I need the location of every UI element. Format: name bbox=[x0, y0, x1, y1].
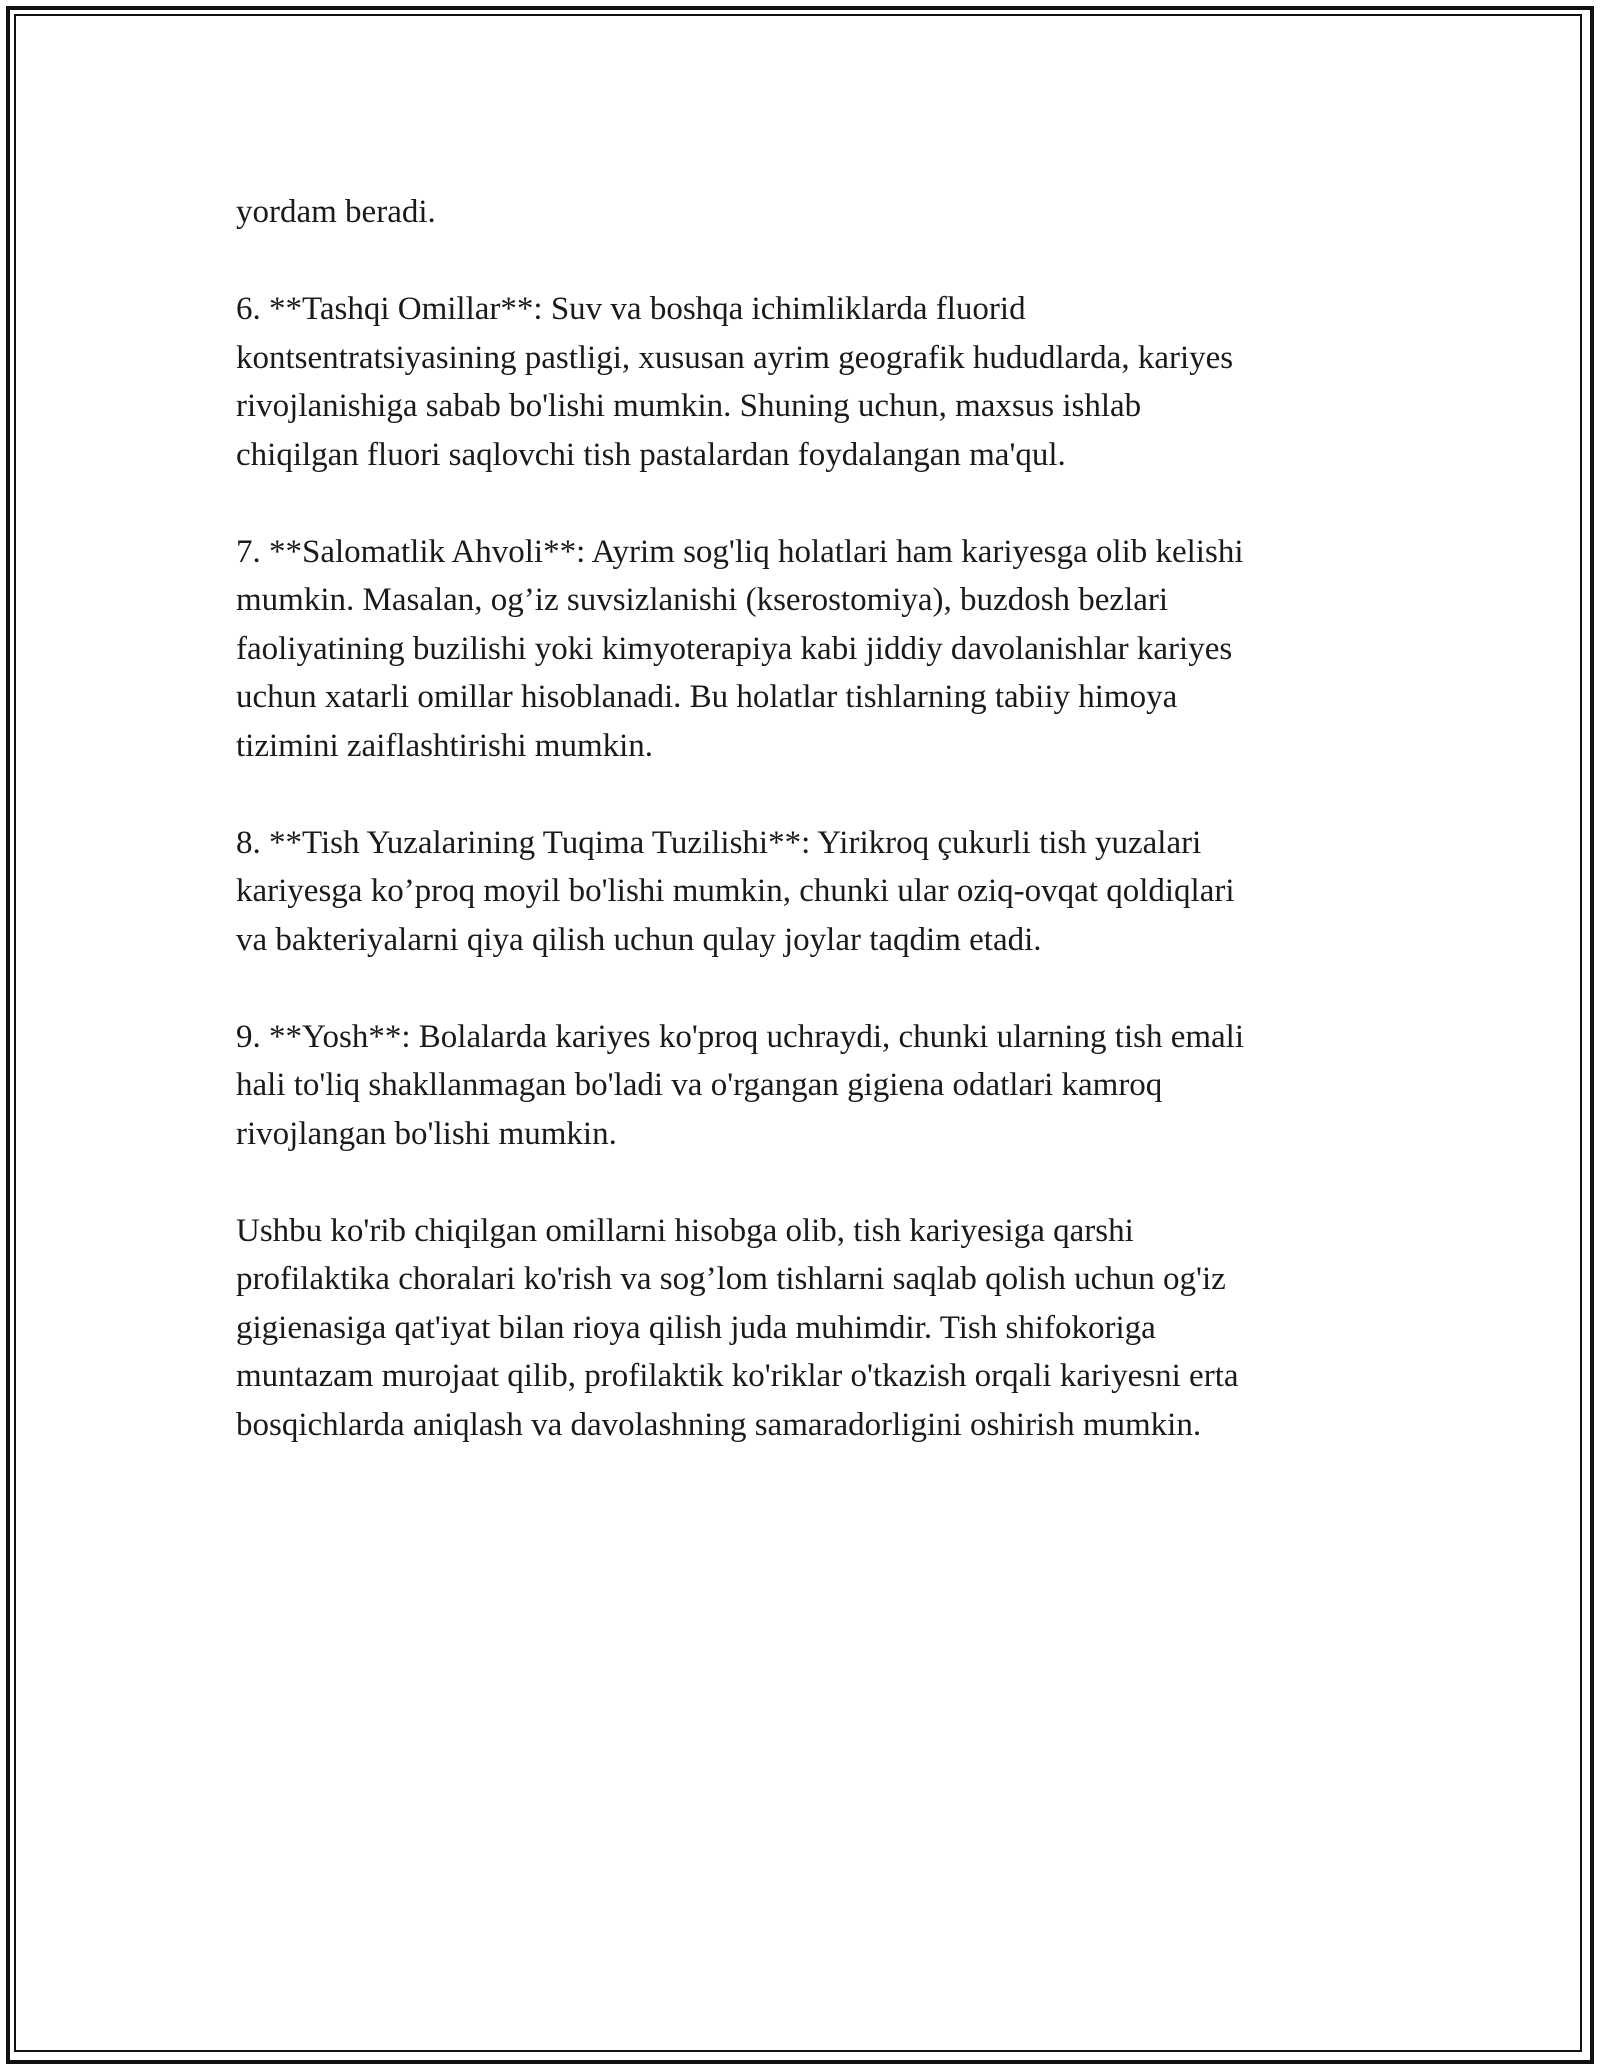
paragraph-item-7-health-condition: 7. **Salomatlik Ahvoli**: Ayrim sog'liq holatlari ham kariyesga olib kelishi mumkin. Masalan, og’iz suvsizlanishi (kserostomiya), buzdosh bezlari faoliyatining buzilishi yoki kimyoterapiya kabi jiddiy davolanishlar kariyes uchun xatarli omillar hisoblanadi. Bu holatlar tishlarning tabiiy himoya tizimini zaiflashtirishi mumkin. bbox=[236, 533, 1244, 764]
paragraph-continuation: yordam beradi. bbox=[236, 194, 436, 230]
paragraph-item-9-age: 9. **Yosh**: Bolalarda kariyes ko'proq uchraydi, chunki ularning tish emali hali to'liq shakllanmagan bo'ladi va o'rgangan gigiena odatlari kamroq rivojlangan bo'lishi mumkin. bbox=[236, 1018, 1245, 1152]
paragraph-item-6-external-factors: 6. **Tashqi Omillar**: Suv va boshqa ichimliklarda fluorid kontsentratsiyasining pastligi, xususan ayrim geografik hududlarda, kariyes rivojlanishiga sabab bo'lishi mumkin. Shuning uchun, maxsus ishlab chiqilgan fluori saqlovchi tish pastalardan foydalangan ma'qul. bbox=[236, 291, 1234, 473]
document-body bbox=[236, 188, 1376, 1498]
paragraph-item-8-tooth-surface-structure: 8. **Tish Yuzalarining Tuqima Tuzilishi**: Yirikroq çukurli tish yuzalari kariyesga ko’proq moyil bo'lishi mumkin, chunki ular oziq-ovqat qoldiqlari va bakteriyalarni qiya qilish uchun qulay joylar taqdim etadi. bbox=[236, 824, 1235, 958]
paragraph-conclusion: Ushbu ko'rib chiqilgan omillarni hisobga olib, tish kariyesiga qarshi profilaktika choralari ko'rish va sog’lom tishlarni saqlab qolish uchun og'iz gigienasiga qat'iyat bilan rioya qilish juda muhimdir. Tish shifokoriga muntazam murojaat qilib, profilaktik ko'riklar o'tkazish orqali kariyesni erta bosqichlarda aniqlash va davolashning samaradorligini oshirish mumkin. bbox=[236, 1212, 1239, 1443]
